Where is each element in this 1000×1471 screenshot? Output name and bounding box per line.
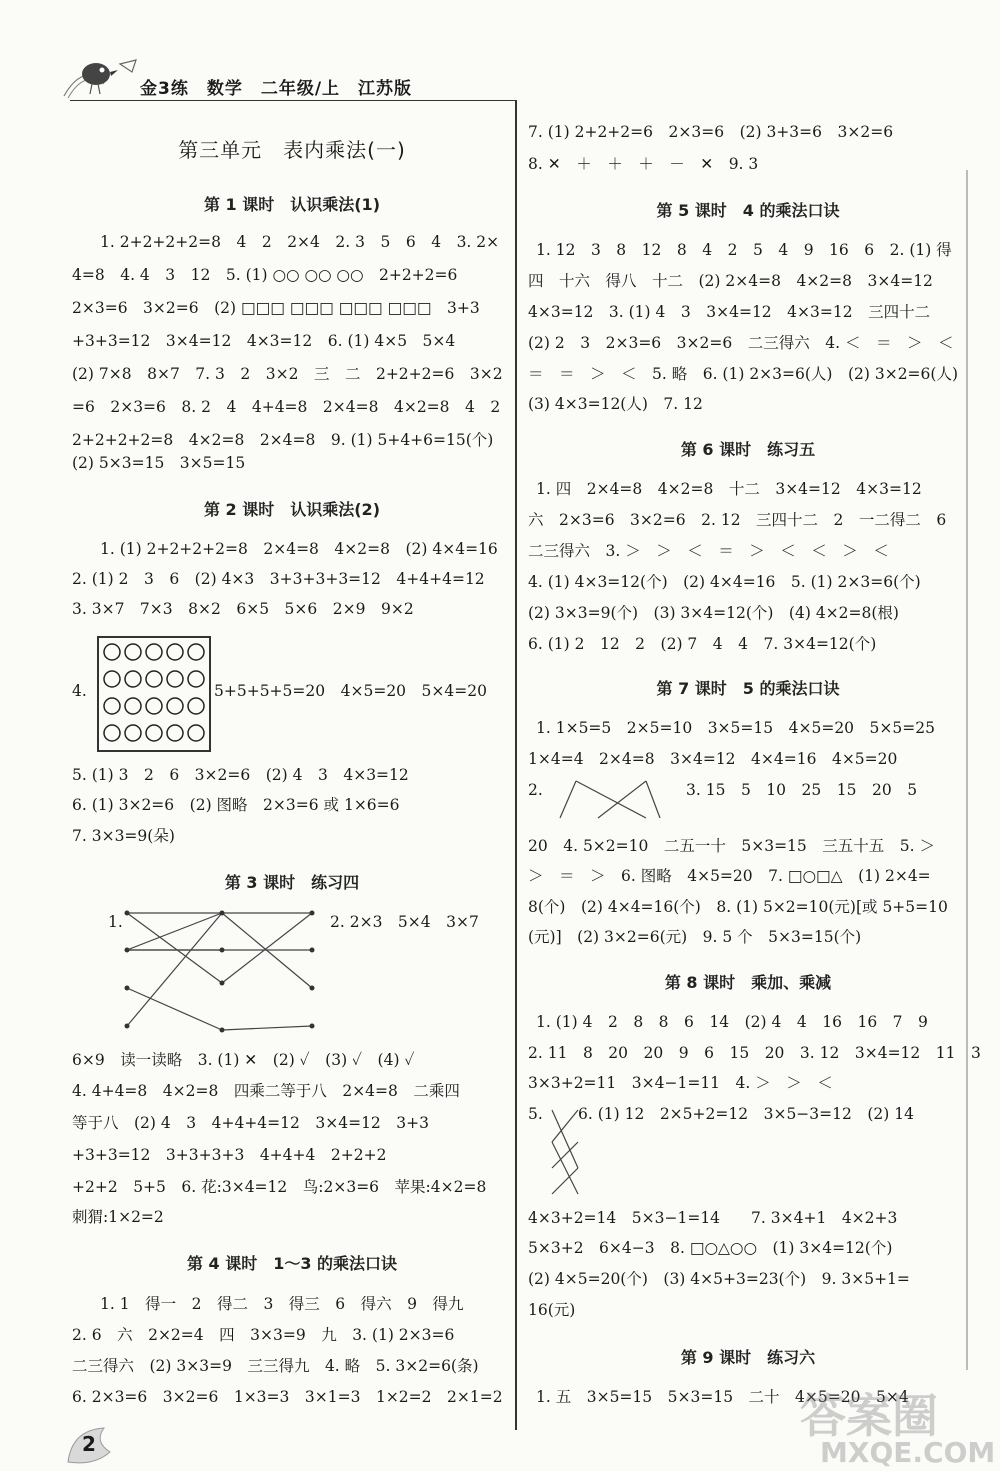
matching-lines-figure <box>122 908 322 1038</box>
question-5-label: 5. <box>528 1105 543 1123</box>
text-line: 1. 12 3 8 12 8 4 2 5 4 9 16 6 2. (1) 得 <box>536 241 952 259</box>
text-line: 6. (1) 3×2=6 (2) 图略 2×3=6 或 1×6=6 <box>72 796 400 814</box>
watermark-logo: 答案圈 <box>800 1389 938 1443</box>
text-line: ＞ ＝ ＞ 6. 图略 4×5=20 7. □○□△ (1) 2×4= <box>528 867 931 885</box>
page-edge <box>966 170 974 1370</box>
grid-circle <box>125 644 141 660</box>
text-line: 8. ✕ ＋ ＋ ＋ － ✕ 9. 3 <box>528 155 759 173</box>
grid-circle <box>167 698 183 714</box>
grid-circle <box>125 698 141 714</box>
text-line: 8(个) (2) 4×4=16(个) 8. (1) 5×2=10(元)[或 5+5=10 <box>528 898 948 916</box>
text-line: 六 2×3=6 3×2=6 2. 12 三四十二 2 一二得二 6 <box>528 511 947 529</box>
lesson-2-title: 第 2 课时 认识乘法(2) <box>203 500 381 519</box>
text-line: 7. 3×3=9(朵) <box>72 827 175 845</box>
text-line: 20 4. 5×2=10 二五一十 5×3=15 三五十五 5. ＞ <box>528 837 935 855</box>
text-line: 2+2+2+2=8 4×2=8 2×4=8 9. (1) 5+4+6=15(个) <box>72 431 494 449</box>
page-header <box>0 0 1000 110</box>
grid-circle <box>188 671 204 687</box>
header-rule <box>70 100 515 101</box>
grid-circle <box>125 725 141 741</box>
text-line: 1. (1) 4 2 8 8 6 14 (2) 4 4 16 16 7 9 <box>536 1013 928 1031</box>
circles-icon <box>99 638 209 750</box>
grid-circle <box>167 644 183 660</box>
lesson-5-title: 第 5 课时 4 的乘法口诀 <box>656 201 840 220</box>
text-line: 4. 4+4=8 4×2=8 四乘二等于八 2×4=8 二乘四 <box>72 1082 460 1100</box>
grid-circle <box>188 644 204 660</box>
matching-lines-figure <box>558 778 668 822</box>
grid-circle <box>167 671 183 687</box>
text-line: =6 2×3=6 8. 2 4 4+4=8 2×4=8 4×2=8 4 2 <box>72 398 501 416</box>
question-6-text: 6. (1) 12 2×5+2=12 3×5−3=12 (2) 14 <box>578 1105 914 1123</box>
grid-circle <box>125 671 141 687</box>
text-line: 16(元) <box>528 1301 576 1319</box>
text-line: 4=8 4. 4 3 12 5. (1) ○○ ○○ ○○ 2+2+2=6 <box>72 266 458 284</box>
text-line: 3. 3×7 7×3 8×2 6×5 5×6 2×9 9×2 <box>72 600 414 618</box>
grid-circle <box>146 698 162 714</box>
lesson-9-title: 第 9 课时 练习六 <box>680 1348 816 1367</box>
text-line: 5×3+2 6×4−3 8. □○△○○ (1) 3×4=12(个) <box>528 1239 893 1257</box>
book-title: 金3练 数学 二年级/上 江苏版 <box>140 79 413 99</box>
text-line: (2) 2 3 2×3=6 3×2=6 二三得六 4. ＜ ＝ ＞ ＜ <box>528 334 954 352</box>
grid-circle <box>104 671 120 687</box>
question-3-text: 3. 15 5 10 25 15 20 5 <box>686 781 918 799</box>
grid-circle <box>104 644 120 660</box>
grid-circle <box>146 725 162 741</box>
grid-circle <box>104 698 120 714</box>
text-line: 4. (1) 4×3=12(个) (2) 4×4=16 5. (1) 2×3=6(个) <box>528 573 921 591</box>
text-line: 6. 2×3=6 3×2=6 1×3=3 3×1=3 1×2=2 2×1=2 <box>72 1388 503 1406</box>
text-line: 1. (1) 2+2+2+2=8 2×4=8 4×2=8 (2) 4×4=16 <box>100 540 498 558</box>
text-line: 2. 11 8 20 20 9 6 15 20 3. 12 3×4=12 11 3 <box>528 1044 981 1062</box>
text-line: 等于八 (2) 4 3 4+4+4=12 3×4=12 3+3 <box>72 1114 430 1132</box>
text-line: (2) 7×8 8×7 7. 3 2 3×2 三 二 2+2+2=6 3×2 <box>72 365 503 383</box>
text-line: 7. (1) 2+2+2=6 2×3=6 (2) 3+3=6 3×2=6 <box>528 123 894 141</box>
grid-circle <box>104 725 120 741</box>
circle-grid-figure <box>97 636 211 752</box>
lesson-1-title: 第 1 课时 认识乘法(1) <box>203 195 381 214</box>
question-4-text: 5+5+5+5=20 4×5=20 5×4=20 <box>214 682 487 700</box>
watermark-url: MXQE.COM <box>820 1436 996 1469</box>
text-line: 1×4=4 2×4=8 3×4=12 4×4=16 4×5=20 <box>528 750 898 768</box>
text-line: +3+3=12 3+3+3+3 4+4+4 2+2+2 <box>72 1146 387 1164</box>
text-line: ＝ ＝ ＞ ＜ 5. 略 6. (1) 2×3=6(人) (2) 3×2=6(人) <box>528 365 959 383</box>
text-line: 1. 2+2+2+2=8 4 2 2×4 2. 3 5 6 4 3. 2× <box>100 233 500 251</box>
text-line: 3×3+2=11 3×4−1=11 4. ＞ ＞ ＜ <box>528 1074 833 1092</box>
column-divider <box>515 100 517 1430</box>
text-line: 刺猬:1×2=2 <box>72 1208 164 1226</box>
text-line: 6. (1) 2 12 2 (2) 7 4 4 7. 3×4=12(个) <box>528 635 877 653</box>
question-2-text: 2. 2×3 5×4 3×7 <box>330 913 479 931</box>
text-line: (3) 4×3=12(人) 7. 12 <box>528 395 703 413</box>
text-line: 4×3=12 3. (1) 4 3 3×4=12 4×3=12 三四十二 <box>528 303 931 321</box>
text-line: 四 十六 得八 十二 (2) 2×4=8 4×2=8 3×4=12 <box>528 272 933 290</box>
text-line: +3+3=12 3×4=12 4×3=12 6. (1) 4×5 5×4 <box>72 332 456 350</box>
text-line: 2. 6 六 2×2=4 四 3×3=9 九 3. (1) 2×3=6 <box>72 1326 455 1344</box>
text-line: (元)] (2) 3×2=6(元) 9. 5 个 5×3=15(个) <box>528 928 862 946</box>
text-line: 4×3+2=14 5×3−1=14 7. 3×4+1 4×2+3 <box>528 1209 898 1227</box>
text-line: 1. 1×5=5 2×5=10 3×5=15 4×5=20 5×5=25 <box>536 719 935 737</box>
lesson-6-title: 第 6 课时 练习五 <box>680 440 816 459</box>
lesson-7-title: 第 7 课时 5 的乘法口诀 <box>656 679 840 698</box>
text-line: (2) 5×3=15 3×5=15 <box>72 454 246 472</box>
lesson-3-title: 第 3 课时 练习四 <box>224 873 360 892</box>
text-line: (2) 4×5=20(个) (3) 4×5+3=23(个) 9. 3×5+1= <box>528 1270 910 1288</box>
grid-circle <box>146 644 162 660</box>
text-line: 1. 四 2×4=8 4×2=8 十二 3×4=12 4×3=12 <box>536 480 922 498</box>
text-line: 6×9 读一读略 3. (1) ✕ (2) ✓ (3) ✓ (4) ✓ <box>72 1051 415 1069</box>
bird-logo-icon <box>62 50 142 102</box>
text-line: 1. 1 得一 2 得二 3 得三 6 得六 9 得九 <box>100 1295 464 1313</box>
text-line: 1. 五 3×5=15 5×3=15 二十 4×5=20 5×4 <box>536 1388 909 1406</box>
grid-circle <box>146 671 162 687</box>
question-2-label: 2. <box>528 781 543 799</box>
unit-title: 第三单元 表内乘法(一) <box>178 138 406 162</box>
question-1-label: 1. <box>108 913 123 931</box>
grid-circle <box>188 725 204 741</box>
page-number: 2 <box>82 1432 96 1456</box>
lesson-4-title: 第 4 课时 1～3 的乘法口诀 <box>186 1254 398 1273</box>
grid-circle <box>167 725 183 741</box>
text-line: 5. (1) 3 2 6 3×2=6 (2) 4 3 4×3=12 <box>72 766 409 784</box>
text-line: (2) 3×3=9(个) (3) 3×4=12(个) (4) 4×2=8(根) <box>528 604 899 622</box>
text-line: 二三得六 (2) 3×3=9 三三得九 4. 略 5. 3×2=6(条) <box>72 1357 479 1375</box>
question-4-label: 4. <box>72 682 87 700</box>
text-line: 2. (1) 2 3 6 (2) 4×3 3+3+3+3=12 4+4+4=12 <box>72 570 485 588</box>
text-line: +2+2 5+5 6. 花:3×4=12 鸟:2×3=6 苹果:4×2=8 <box>72 1178 487 1196</box>
text-line: 二三得六 3. ＞ ＞ ＜ ＝ ＞ ＜ ＜ ＞ ＜ <box>528 542 889 560</box>
grid-circle <box>188 698 204 714</box>
text-line: 2×3=6 3×2=6 (2) □□□ □□□ □□□ □□□ 3+3 <box>72 299 480 317</box>
lesson-8-title: 第 8 课时 乘加、乘减 <box>664 973 832 992</box>
